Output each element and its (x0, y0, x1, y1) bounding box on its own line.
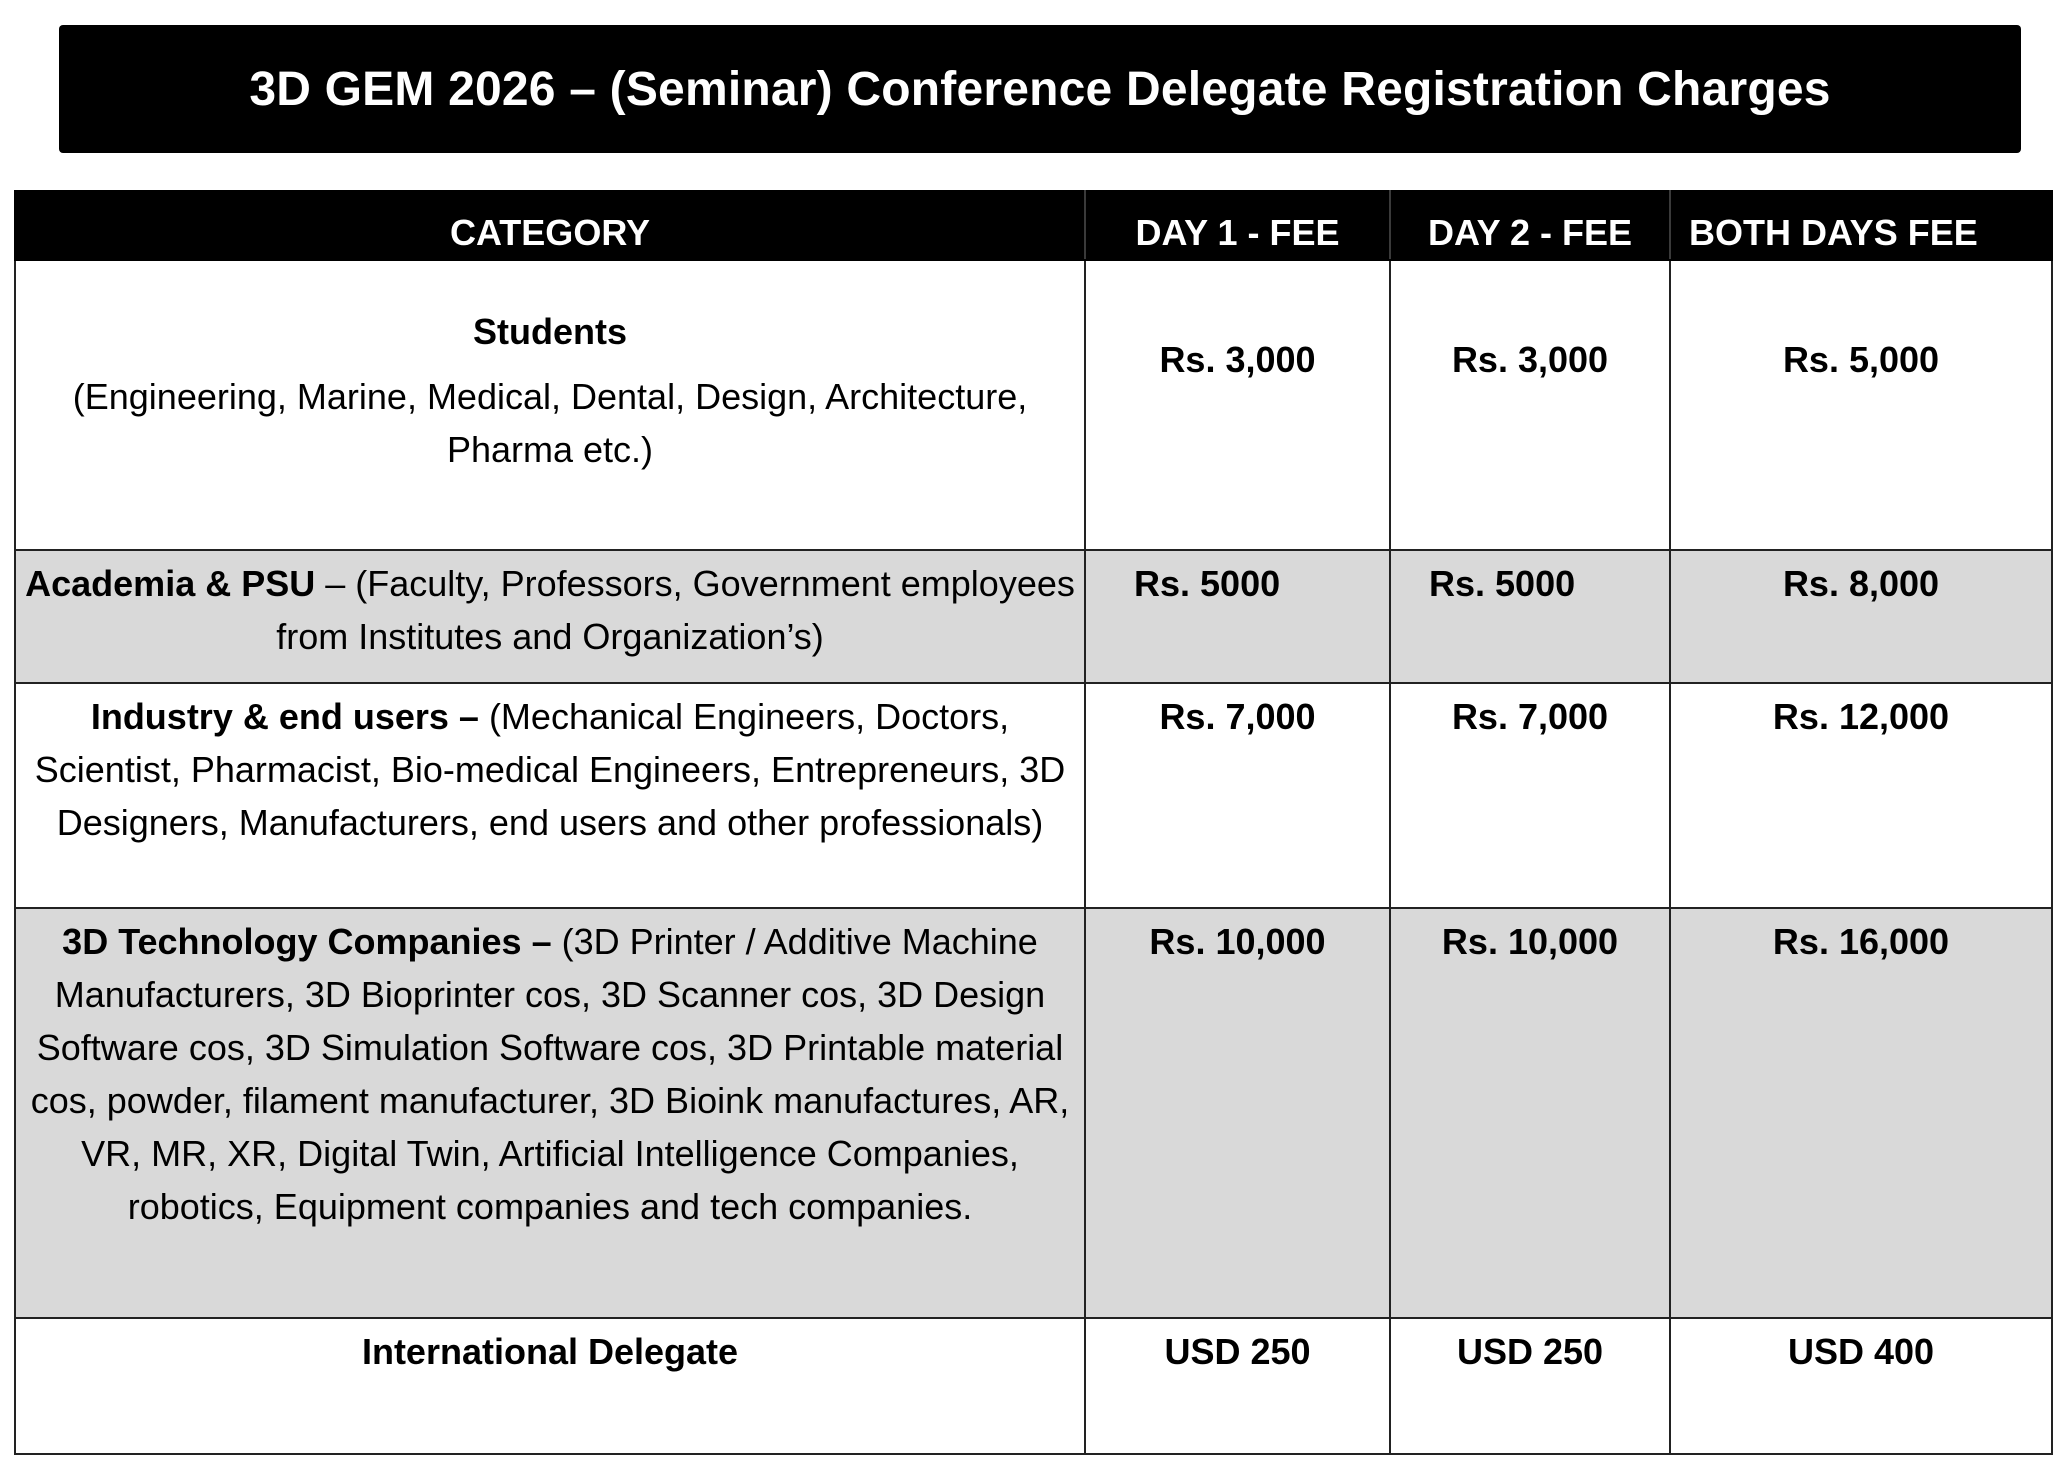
category-cell (15, 1318, 1085, 1454)
both-days-fee: USD 400 (1670, 1318, 2052, 1454)
category-cell (15, 908, 1085, 1318)
table-header-row (15, 191, 2052, 260)
day1-fee-value: Rs. 5000 (1134, 563, 1281, 604)
category-cell (15, 260, 1085, 550)
category-name: International Delegate (361, 1331, 739, 1372)
category-name: Industry & end users – (90, 696, 479, 737)
both-days-fee: Rs. 8,000 (1670, 550, 2052, 683)
day2-fee: Rs. 7,000 (1390, 683, 1670, 908)
category-separator: – (315, 563, 356, 604)
category-description: (Engineering, Marine, Medical, Dental, Design, Architecture, Pharma etc.) (72, 376, 1028, 470)
day2-fee: Rs. 3,000 (1390, 260, 1670, 550)
day2-fee: USD 250 (1390, 1318, 1670, 1454)
category-cell (15, 550, 1085, 683)
table-row-technology-companies (15, 908, 2052, 1318)
day1-fee: Rs. 10,000 (1085, 908, 1390, 1318)
both-days-fee: Rs. 5,000 (1670, 260, 2052, 550)
day1-fee (1085, 550, 1390, 683)
day2-fee (1390, 550, 1670, 683)
both-days-fee: Rs. 16,000 (1670, 908, 2052, 1318)
both-days-fee: Rs. 12,000 (1670, 683, 2052, 908)
table-row-international (15, 1318, 2052, 1454)
day1-fee: USD 250 (1085, 1318, 1390, 1454)
day2-fee: Rs. 10,000 (1390, 908, 1670, 1318)
category-description: (Mechanical Engineers, Doctors, Scientist, Pharmacist, Bio-medical Engineers, Entrepreneurs, 3D Designers, Manufacturers, end users and other professionals) (34, 696, 1066, 843)
header-day1-fee: DAY 1 - FEE (1085, 191, 1390, 260)
header-category: CATEGORY (15, 191, 1085, 260)
category-cell (15, 683, 1085, 908)
day1-fee: Rs. 3,000 (1085, 260, 1390, 550)
category-name: Academia & PSU (25, 563, 316, 604)
category-description: (3D Printer / Additive Machine Manufacturers, 3D Bioprinter cos, 3D Scanner cos, 3D Design Software cos, 3D Simulation Software cos, 3D Printable material cos, powder, filament manufacturer, 3D Bioink manufactures, AR, VR, MR, XR, Digital Twin, Artificial Intelligence Companies, robotics, Equipment companies and tech companies. (30, 921, 1070, 1227)
page-title: 3D GEM 2026 – (Seminar) Conference Delegate Registration Charges (249, 62, 1831, 116)
header-day2-fee: DAY 2 - FEE (1390, 191, 1670, 260)
category-name: Students (472, 311, 627, 352)
table-row-industry (15, 683, 2052, 908)
title-banner (59, 25, 2021, 153)
day1-fee: Rs. 7,000 (1085, 683, 1390, 908)
day2-fee-value: Rs. 5000 (1429, 563, 1576, 604)
header-both-days-fee: BOTH DAYS FEE (1670, 191, 2052, 260)
fees-table (14, 190, 2053, 1455)
category-name: 3D Technology Companies – (62, 921, 552, 962)
category-description: (Faculty, Professors, Government employees from Institutes and Organization’s) (276, 563, 1075, 657)
table-row-academia (15, 550, 2052, 683)
table-row-students (15, 260, 2052, 550)
